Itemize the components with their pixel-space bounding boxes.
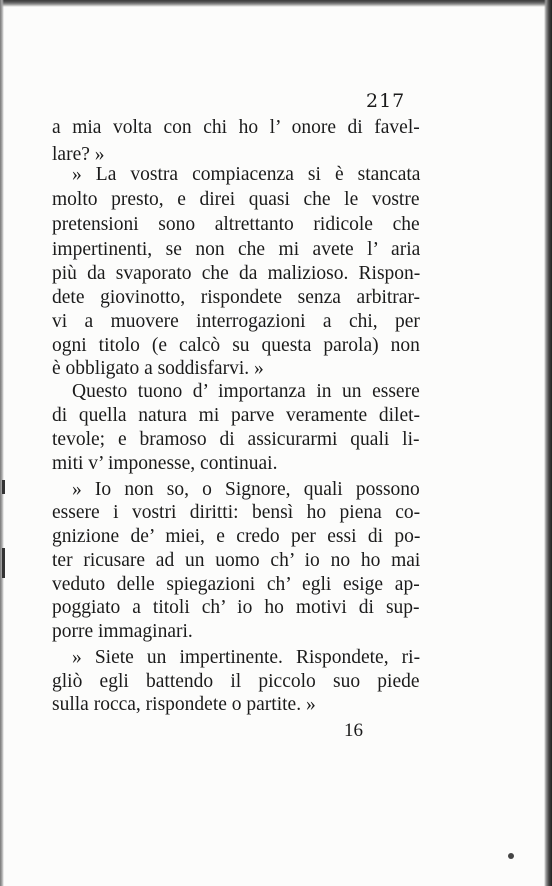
text-line: è obbligato a soddisfarvi. » xyxy=(52,358,264,379)
text-line: Questo tuono d’ importanza in un essere xyxy=(72,381,420,402)
text-line: poggiato a titoli ch’ io ho motivi di sup- xyxy=(52,597,420,618)
text-line: vi a muovere interrogazioni a chi, per xyxy=(52,311,420,332)
page-number: 217 xyxy=(366,90,406,112)
text-line: ogni titolo (e calcò su questa parola) non xyxy=(52,335,420,356)
text-line: veduto delle spiegazioni ch’ egli esige ap- xyxy=(52,574,420,595)
page-right-edge-shadow xyxy=(544,0,552,886)
text-line: » Siete un impertinente. Rispondete, ri- xyxy=(72,647,421,668)
binding-mark xyxy=(2,548,5,578)
ink-spot xyxy=(508,853,514,859)
text-line: miti v’ imponesse, continuai. xyxy=(52,453,278,474)
signature-mark: 16 xyxy=(344,720,363,741)
text-line: essere i vostri diritti: bensì ho piena co- xyxy=(52,502,421,523)
text-line: dete giovinotto, rispondete senza arbitrar- xyxy=(52,287,421,308)
text-line: pretensioni sono altrettanto ridicole che xyxy=(52,214,420,235)
page-top-edge-shadow xyxy=(0,0,552,7)
text-line: impertinenti, se non che mi avete l’ aria xyxy=(52,239,421,260)
text-line: più da svaporato che da malizioso. Rispon- xyxy=(52,263,421,284)
text-line: » La vostra compiacenza si è stancata xyxy=(72,164,421,185)
text-line: molto presto, e direi quasi che le vostre xyxy=(52,189,420,210)
text-line: a mia volta con chi ho l’ onore di favel- xyxy=(52,117,420,138)
text-line: ter ricusare ad un uomo ch’ io no ho mai xyxy=(52,550,421,571)
text-line: lare? » xyxy=(52,144,105,165)
text-line: gnizione de’ miei, e credo per essi di po- xyxy=(52,526,421,547)
text-line: porre immaginari. xyxy=(52,621,193,642)
binding-mark xyxy=(2,480,5,494)
page-left-edge-shadow xyxy=(0,0,4,886)
text-line: di quella natura mi parve veramente dilet- xyxy=(52,405,421,426)
text-line: » Io non so, o Signore, quali possono xyxy=(72,479,420,500)
text-line: tevole; e bramoso di assicurarmi quali li- xyxy=(52,429,420,450)
text-line: sulla rocca, rispondete o partite. » xyxy=(52,694,316,715)
text-line: gliò egli battendo il piccolo suo piede xyxy=(52,671,420,692)
